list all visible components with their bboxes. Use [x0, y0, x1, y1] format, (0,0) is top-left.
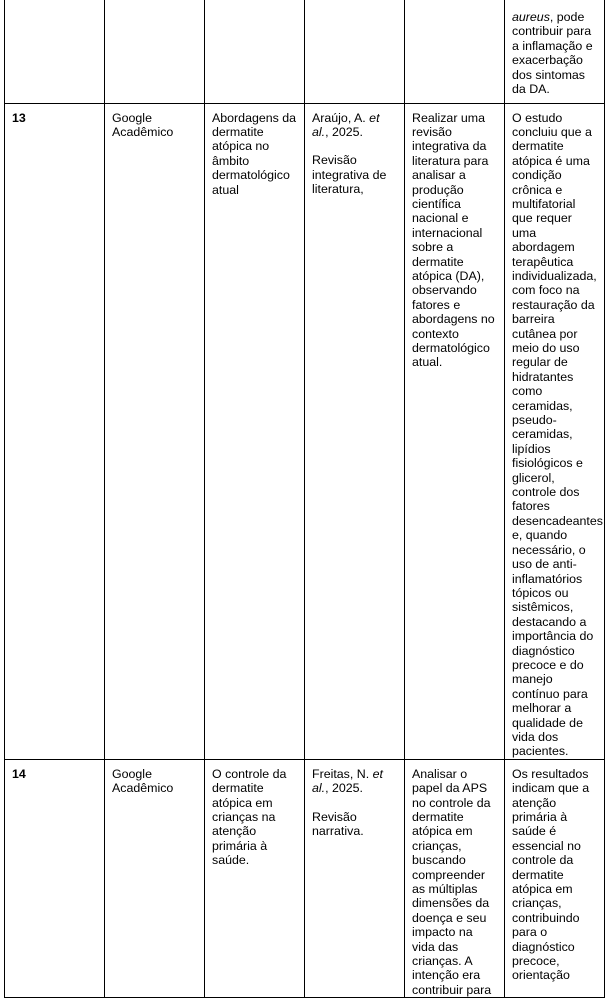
author-text	[312, 111, 397, 140]
objective-text: Realizar uma revisão integrativa da literatura para analisar a produção científica nacional e internacional sobre a dermatite atópica (DA), observando fatores e abordagens no contexto dermatológico atual.	[412, 110, 495, 370]
author-year: , 2025.	[325, 124, 363, 139]
cell-author	[305, 103, 405, 759]
title-text: O controle da dermatite atópica em crianças na atenção primária à saúde.	[212, 766, 287, 868]
objective-text: Analisar o papel da APS no controle da dermatite atópica em crianças, buscando compreender as múltiplas dimensões da doença e seu impacto na vida das crianças. A intenção era contribuir para	[412, 766, 492, 997]
results-italic-term: aureus	[512, 10, 550, 24]
author-year: , 2025.	[325, 781, 363, 796]
cell-results	[505, 0, 605, 103]
cell-database	[105, 759, 205, 998]
cell-number	[5, 0, 105, 103]
cell-objective	[405, 759, 505, 998]
study-type-text: Revisão integrativa de literatura,	[312, 153, 387, 197]
cell-author	[305, 0, 405, 103]
cell-objective	[405, 103, 505, 759]
results-rest: , pode contribuir para a inflamação e exacerbação dos sintomas da DA.	[512, 10, 593, 97]
cell-database	[105, 0, 205, 103]
row-number: 13	[12, 110, 26, 125]
cell-title	[205, 103, 305, 759]
table-row	[5, 103, 605, 759]
results-text	[512, 10, 597, 96]
author-etal: et al.	[312, 766, 383, 796]
cell-number	[5, 759, 105, 998]
cell-results	[505, 759, 605, 998]
results-text: O estudo concluiu que a dermatite atópica é uma condição crônica e multifatorial que requer uma abordagem terapêutica individualizada, com foco na restauração da barreira cutânea por meio do uso regular de hidratantes como ceramidas, pseudo-ceramidas, lipídios fisiológicos e glicerol, controle dos fatores desencadeantes e, quando necessário, o uso de anti-inflamatórios tópicos ou sistêmicos, destacando a importância do diagnóstico precoce e do manejo contínuo para melhorar a qualidade de vida dos pacientes.	[512, 110, 603, 759]
cell-number	[5, 103, 105, 759]
cell-results	[505, 103, 605, 759]
results-text: Os resultados indicam que a atenção primária à saúde é essencial no controle da dermatite atópica em crianças, contribuindo para o diagnóstico precoce, orientação	[512, 766, 590, 983]
title-text: Abordagens da dermatite atópica no âmbito dermatológico atual	[212, 110, 297, 197]
author-etal: et al.	[312, 110, 380, 139]
table-row-continuation	[5, 0, 605, 103]
study-type-text: Revisão narrativa.	[312, 809, 364, 838]
review-table	[4, 0, 605, 998]
database-text: Google Acadêmico	[112, 766, 174, 796]
cell-database	[105, 103, 205, 759]
author-name: Freitas, N.	[312, 766, 373, 781]
author-text	[312, 767, 397, 796]
row-number: 14	[12, 766, 26, 781]
author-name: Araújo, A.	[312, 110, 370, 125]
table-row	[5, 759, 605, 998]
cell-title	[205, 0, 305, 103]
cell-title	[205, 759, 305, 998]
database-text: Google Acadêmico	[112, 110, 174, 139]
cell-author	[305, 759, 405, 998]
cell-objective	[405, 0, 505, 103]
